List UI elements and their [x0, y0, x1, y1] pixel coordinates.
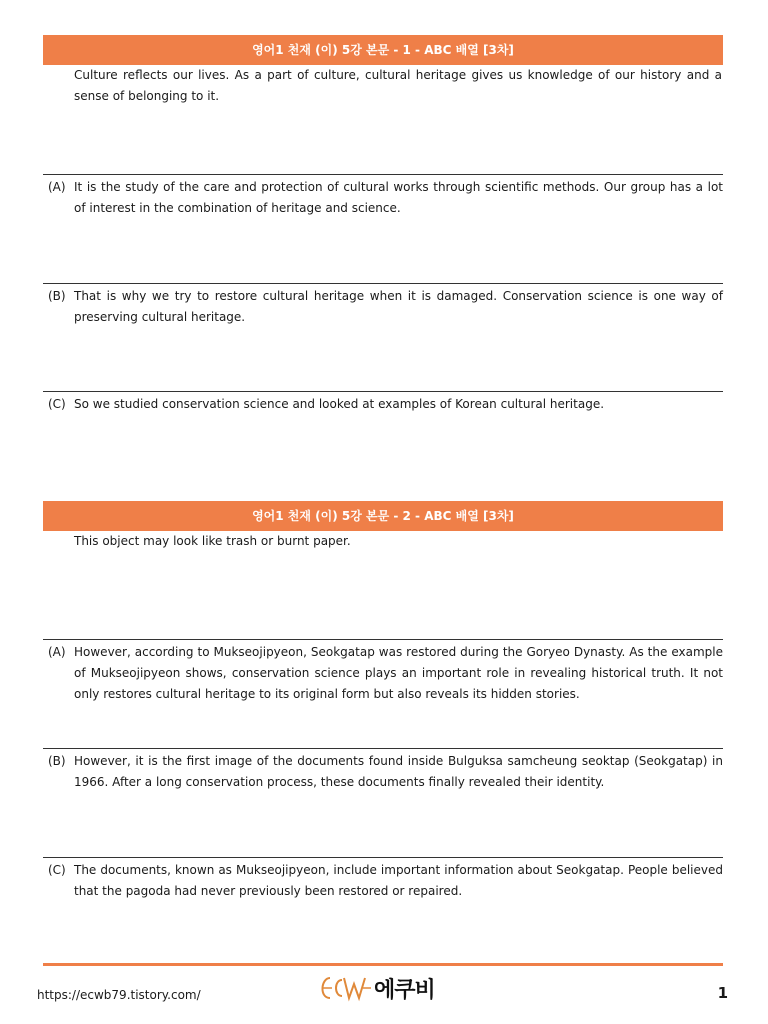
section-2-option-a	[43, 639, 723, 705]
option-text: So we studied conservation science and looked at examples of Korean cultural heritage.	[74, 397, 605, 411]
footer-divider	[43, 963, 723, 966]
option-label: (A)	[48, 180, 66, 194]
page-number: 1	[717, 984, 728, 1002]
option-text: However, according to Mukseojipyeon, Seokgatap was restored during the Goryeo Dynasty. As the example of Mukseojipyeon shows, conservation science plays an important role in revealing historical truth. It not only restores cultural heritage to its original form but also reveals its hidden stories.	[74, 645, 723, 701]
section-1-option-c	[43, 391, 723, 415]
option-label: (B)	[48, 289, 66, 303]
section-2-option-b	[43, 748, 723, 793]
section-2-title: 영어1 천재 (이) 5강 본문 - 2 - ABC 배열 [3차]	[43, 501, 723, 531]
footer-logo	[316, 972, 435, 1004]
section-1-title: 영어1 천재 (이) 5강 본문 - 1 - ABC 배열 [3차]	[43, 35, 723, 65]
footer-url-link[interactable]: https://ecwb79.tistory.com/	[37, 988, 201, 1002]
section-1-option-a	[43, 174, 723, 219]
option-text: It is the study of the care and protection of cultural works through scientific methods. Our group has a lot of interest in the combination of heritage and science.	[74, 180, 723, 215]
option-text: However, it is the first image of the documents found inside Bulguksa samcheung seoktap (Seokgatap) in 1966. After a long conservation process, these documents finally revealed their identity.	[74, 754, 723, 789]
ecwb-logo-icon	[316, 972, 372, 1004]
section-2-intro: This object may look like trash or burnt paper.	[74, 534, 351, 548]
section-2-option-c	[43, 857, 723, 902]
option-text: The documents, known as Mukseojipyeon, include important information about Seokgatap. People believed that the pagoda had never previously been restored or repaired.	[74, 863, 723, 898]
option-label: (C)	[48, 397, 66, 411]
option-text: That is why we try to restore cultural heritage when it is damaged. Conservation science is one way of preserving cultural heritage.	[74, 289, 723, 324]
option-label: (A)	[48, 645, 66, 659]
option-label: (B)	[48, 754, 66, 768]
section-1-option-b	[43, 283, 723, 328]
logo-text: 에쿠비	[374, 977, 435, 1003]
option-label: (C)	[48, 863, 66, 877]
section-1-intro: Culture reflects our lives. As a part of culture, cultural heritage gives us knowledge of our history and a sense of belonging to it.	[74, 68, 722, 103]
